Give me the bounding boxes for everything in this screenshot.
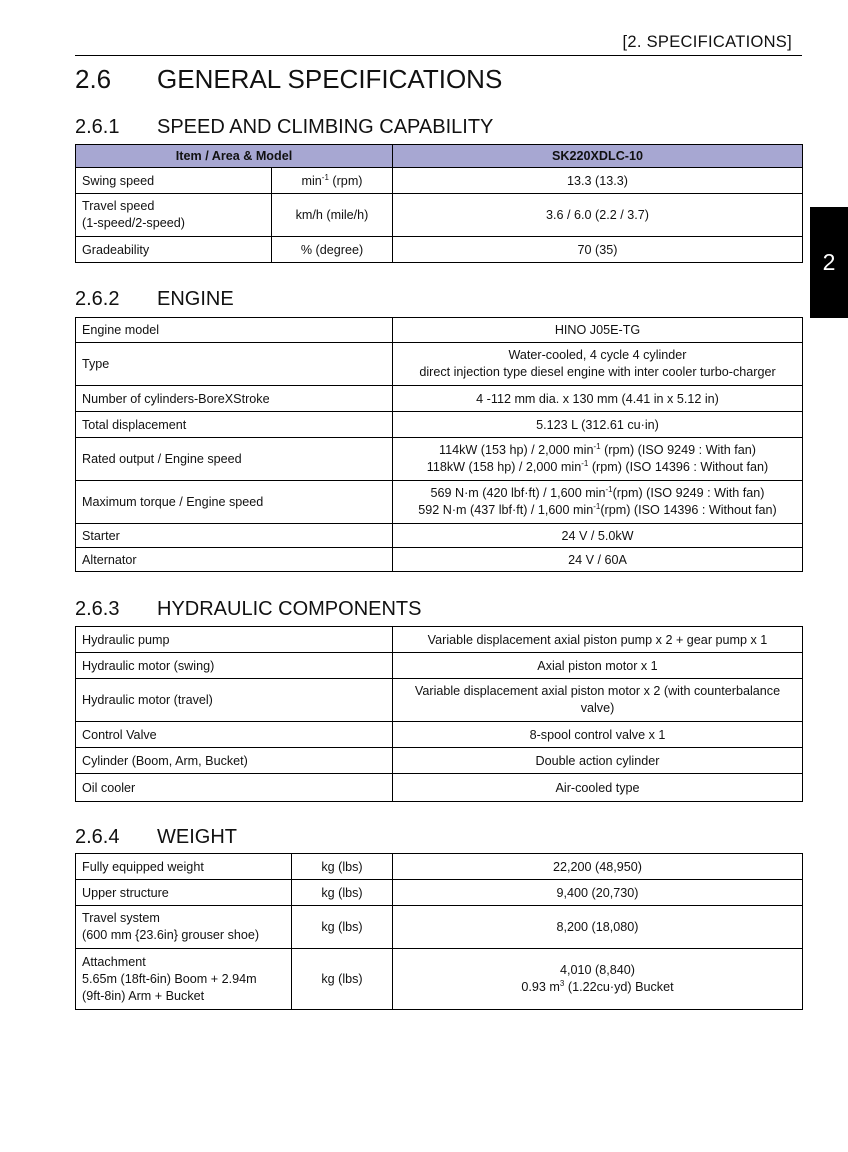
displacement-value: 5.123 L (312.61 cu·in) <box>393 412 803 438</box>
section-title-text: GENERAL SPECIFICATIONS <box>157 64 503 94</box>
travel-value: 3.6 / 6.0 (2.2 / 3.7) <box>393 194 803 237</box>
table-row <box>76 168 803 194</box>
table-row <box>76 386 803 412</box>
swing-unit: $\min^{-1} (rpm)$ <box>272 168 393 194</box>
hydraulic-row-value: Variable displacement axial piston pump x 2 + gear pump x 1 <box>393 627 803 653</box>
hydraulic-number: 2.6.3 <box>75 598 120 620</box>
hydraulic-row-value: Axial piston motor x 1 <box>393 653 803 679</box>
table-row <box>76 722 803 748</box>
weight-number: 2.6.4 <box>75 826 120 848</box>
hydraulic-row-label: Cylinder (Boom, Arm, Bucket) <box>76 748 393 774</box>
table-row <box>76 237 803 263</box>
engine-title: ENGINE <box>157 288 234 310</box>
weight-title: WEIGHT <box>157 826 237 848</box>
speed-table <box>75 144 803 263</box>
table-row <box>76 679 803 722</box>
engine-type-value: Water-cooled, 4 cycle 4 cylinder direct injection type diesel engine with inter cooler turbo-charger <box>393 343 803 386</box>
weight-unit: kg (lbs) <box>292 880 393 906</box>
table-row <box>76 318 803 343</box>
weight-unit: kg (lbs) <box>292 854 393 880</box>
engine-heading <box>75 288 234 311</box>
table-row <box>76 438 803 481</box>
table-row <box>76 653 803 679</box>
table-row <box>76 880 803 906</box>
table-header-row <box>76 145 803 168</box>
section-title <box>75 64 502 95</box>
table-row <box>76 854 803 880</box>
chapter-tab: 2 <box>810 207 848 318</box>
travel-system-value: 8,200 (18,080) <box>393 906 803 949</box>
alternator-label: Alternator <box>76 548 393 572</box>
hydraulic-row-label: Oil cooler <box>76 774 393 802</box>
hydraulic-row-value: Variable displacement axial piston motor x 2 (with counterbalance valve) <box>393 679 803 722</box>
speed-title: SPEED AND CLIMBING CAPABILITY <box>157 116 494 138</box>
table-row <box>76 774 803 802</box>
section-number: 2.6 <box>75 64 112 94</box>
attachment-label: Attachment 5.65m (18ft-6in) Boom + 2.94m (9ft-8in) Arm + Bucket <box>76 949 292 1010</box>
alternator-value: 24 V / 60A <box>393 548 803 572</box>
full-weight-label: Fully equipped weight <box>76 854 292 880</box>
header-item: Item / Area & Model <box>76 145 393 168</box>
upper-structure-value: 9,400 (20,730) <box>393 880 803 906</box>
weight-unit: kg (lbs) <box>292 906 393 949</box>
cylinders-label: Number of cylinders-BoreXStroke <box>76 386 393 412</box>
displacement-label: Total displacement <box>76 412 393 438</box>
table-row <box>76 906 803 949</box>
hydraulic-title: HYDRAULIC COMPONENTS <box>157 598 422 620</box>
table-row <box>76 194 803 237</box>
header-model: SK220XDLC-10 <box>393 145 803 168</box>
hydraulic-row-value: 8-spool control valve x 1 <box>393 722 803 748</box>
grade-value: 70 (35) <box>393 237 803 263</box>
engine-model-value: HINO J05E-TG <box>393 318 803 343</box>
hydraulic-row-label: Control Valve <box>76 722 393 748</box>
travel-label: Travel speed (1-speed/2-speed) <box>76 194 272 237</box>
weight-table <box>75 853 803 1010</box>
table-row <box>76 481 803 524</box>
grade-label: Gradeability <box>76 237 272 263</box>
hydraulic-table <box>75 626 803 802</box>
table-row <box>76 524 803 548</box>
grade-unit: % (degree) <box>272 237 393 263</box>
upper-structure-label: Upper structure <box>76 880 292 906</box>
swing-value: 13.3 (13.3) <box>393 168 803 194</box>
table-row <box>76 548 803 572</box>
swing-label: Swing speed <box>76 168 272 194</box>
table-row <box>76 627 803 653</box>
rated-output-label: Rated output / Engine speed <box>76 438 393 481</box>
engine-model-label: Engine model <box>76 318 393 343</box>
engine-number: 2.6.2 <box>75 288 120 310</box>
hydraulic-row-label: Hydraulic motor (travel) <box>76 679 393 722</box>
attachment-value: 4,010 (8,840) 0.93 $m^3$ (1.22cu·yd) Bucket <box>393 949 803 1010</box>
header-section-label: [2. SPECIFICATIONS] <box>622 33 792 51</box>
hydraulic-row-label: Hydraulic pump <box>76 627 393 653</box>
hydraulic-row-value: Air-cooled type <box>393 774 803 802</box>
table-row <box>76 949 803 1010</box>
starter-value: 24 V / 5.0kW <box>393 524 803 548</box>
hydraulic-heading <box>75 598 421 621</box>
table-row <box>76 748 803 774</box>
travel-system-label: Travel system (600 mm {23.6in} grouser shoe) <box>76 906 292 949</box>
rated-output-value: 114kW (153 hp) / 2,000 $\min^{-1} (rpm)$ (ISO 9249 : With fan) 118kW (158 hp) / 2,000 $\min^{-1} (rpm)$ (ISO 14396 : Without fan) <box>393 438 803 481</box>
table-row <box>76 412 803 438</box>
weight-heading <box>75 826 237 849</box>
starter-label: Starter <box>76 524 393 548</box>
full-weight-value: 22,200 (48,950) <box>393 854 803 880</box>
engine-type-label: Type <box>76 343 393 386</box>
speed-number: 2.6.1 <box>75 116 120 138</box>
torque-label: Maximum torque / Engine speed <box>76 481 393 524</box>
table-row <box>76 343 803 386</box>
cylinders-value: 4 -112 mm dia. x 130 mm (4.41 in x 5.12 in) <box>393 386 803 412</box>
hydraulic-row-value: Double action cylinder <box>393 748 803 774</box>
speed-heading <box>75 116 493 139</box>
hydraulic-row-label: Hydraulic motor (swing) <box>76 653 393 679</box>
travel-unit: km/h (mile/h) <box>272 194 393 237</box>
engine-table <box>75 317 803 572</box>
weight-unit: kg (lbs) <box>292 949 393 1010</box>
page-header <box>75 31 802 56</box>
torque-value: 569 N·m (420 lbf·ft) / 1,600 $\min^{-1}(rpm)$ (ISO 9249 : With fan) 592 N·m (437 lbf·ft) / 1,600 $\min^{-1}(rpm)$ (ISO 14396 : Without fan) <box>393 481 803 524</box>
